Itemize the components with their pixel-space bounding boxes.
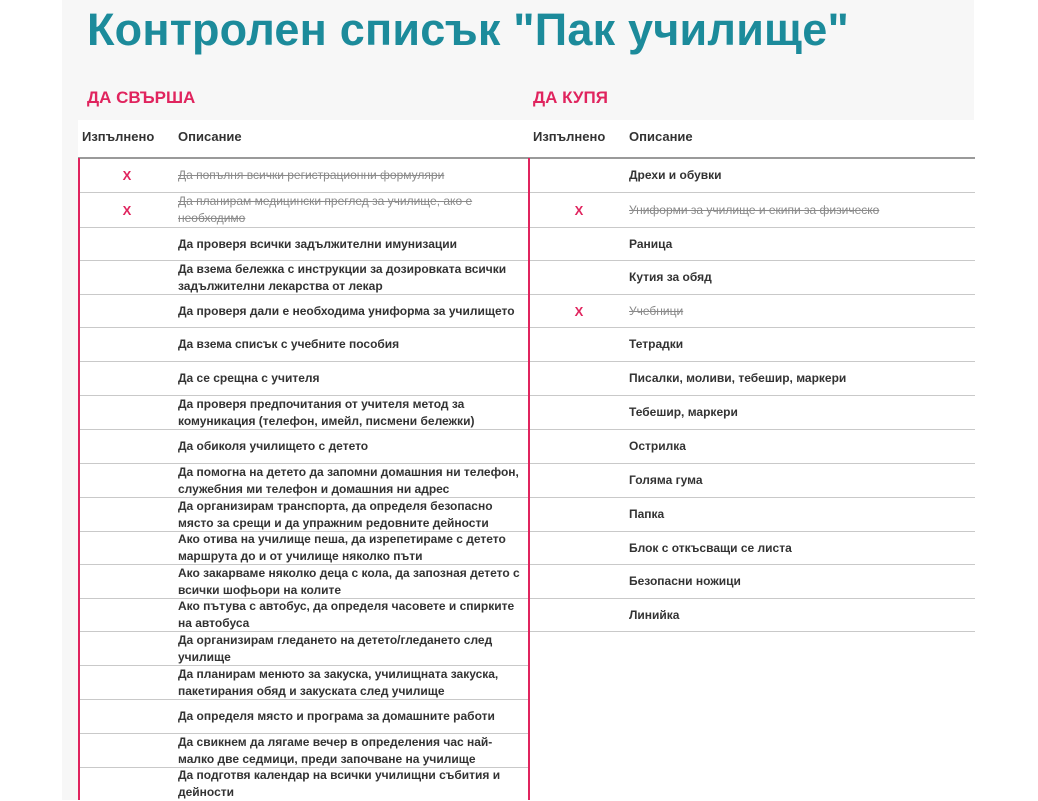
buy-row-description: Тетрадки xyxy=(629,337,684,351)
buy-row-description: Блок с откъсващи се листа xyxy=(629,540,792,555)
todo-row-done-mark xyxy=(84,599,170,631)
buy-row-done-mark xyxy=(536,228,622,260)
todo-row-done-mark xyxy=(84,228,170,260)
todo-row-done-mark: X xyxy=(122,202,132,218)
todo-row-done-mark xyxy=(84,532,170,564)
todo-row-done-mark xyxy=(84,666,170,699)
todo-row-done-mark xyxy=(84,261,170,294)
todo-row-description: Да проверя предпочитания от учителя метод за комуникация (телефон, имейл, писмени бележки) xyxy=(178,396,475,428)
todo-row-done-mark xyxy=(84,430,170,463)
todo-row-description: Да определя място и програма за домашните работи xyxy=(178,709,495,723)
buy-row-done-mark xyxy=(536,430,622,463)
buy-row-done-mark xyxy=(536,396,622,429)
buy-row-description: Острилка xyxy=(629,439,686,453)
page-title: Контролен списък "Пак училище" xyxy=(87,4,849,55)
buy-row-description: Безопасни ножици xyxy=(629,574,741,588)
todo-row-done-mark xyxy=(84,328,170,361)
todo-row-description: Да проверя дали е необходима униформа за училището xyxy=(178,303,515,318)
buy-row-description: Раница xyxy=(629,236,673,251)
todo-row-description: Да помогна на детето да запомни домашния ни телефон, служебния ми телефон и домашния ни адрес xyxy=(178,464,519,496)
buy-row-done-mark xyxy=(536,362,622,395)
todo-row-description: Да организирам гледането на детето/гледането след училище xyxy=(178,632,493,664)
todo-row-description: Да свикнем да лягаме вечер в определения час най-малко две седмици, преди започване на училище xyxy=(178,734,493,766)
todo-row-description: Да проверя всички задължителни имунизации xyxy=(178,236,458,251)
buy-row-done-mark xyxy=(536,565,622,598)
buy-row-done-mark xyxy=(536,261,622,294)
buy-col-done-header: Изпълнено xyxy=(533,129,606,144)
buy-row-done-mark xyxy=(536,498,622,531)
buy-row-description: Папка xyxy=(629,507,665,521)
todo-row-done-mark xyxy=(84,362,170,395)
todo-row-done-mark xyxy=(84,464,170,497)
todo-row-done-mark xyxy=(84,295,170,327)
todo-row-description: Да планирам менюто за закуска, училищната закуска, пакетирания обяд и закуската след училище xyxy=(178,666,499,698)
todo-row-done-mark xyxy=(84,396,170,429)
todo-row-description: Да се срещна с учителя xyxy=(178,371,320,385)
buy-row-done-mark: X xyxy=(574,202,584,218)
todo-row-done-mark xyxy=(84,700,170,733)
buy-row-description: Дрехи и обувки xyxy=(629,168,722,182)
todo-row-description: Ако отива на училище пеша, да изрепетираме с детето маршрута до и от училище няколко пъти xyxy=(178,532,506,563)
todo-left-margin-line xyxy=(78,158,80,800)
todo-row-done-mark xyxy=(84,498,170,531)
todo-row-description: Да взема бележка с инструкции за дозировката всички задължителни лекарства от лекар xyxy=(178,261,507,293)
todo-row-done-mark xyxy=(84,768,170,800)
center-margin-line xyxy=(528,158,530,800)
buy-row-done-mark xyxy=(536,464,622,497)
buy-row-done-mark xyxy=(536,599,622,631)
buy-row-done-mark xyxy=(536,328,622,361)
todo-col-done-header: Изпълнено xyxy=(82,129,155,144)
todo-row-description: Ако пътува с автобус, да определя часовете и спирките на автобуса xyxy=(178,599,515,630)
todo-row-description: Да взема списък с учебните пособия xyxy=(178,337,400,351)
buy-row-description: Кутия за обяд xyxy=(629,270,712,284)
buy-col-desc-header: Описание xyxy=(629,129,693,144)
todo-row-description: Да попълня всички регистрационни формуляри xyxy=(178,168,445,182)
buy-row-done-mark: X xyxy=(574,303,584,319)
todo-row-description: Да обиколя училището с детето xyxy=(178,439,369,453)
buy-heading: ДА КУПЯ xyxy=(533,88,608,107)
buy-row-done-mark xyxy=(536,532,622,564)
todo-row-description: Ако закарваме няколко деца с кола, да запозная детето с всички шофьори на колите xyxy=(178,565,520,597)
buy-row-description: Учебници xyxy=(629,303,684,318)
todo-row-done-mark xyxy=(84,734,170,767)
buy-row-done-mark xyxy=(536,159,622,192)
todo-row-description: Да подготвя календар на всички училищни събития и дейности xyxy=(178,768,501,799)
buy-row-description: Линийка xyxy=(629,607,680,622)
todo-row-done-mark xyxy=(84,632,170,665)
buy-row-description: Писалки, моливи, тебешир, маркери xyxy=(629,371,847,385)
todo-col-desc-header: Описание xyxy=(178,129,242,144)
buy-row-description: Тебешир, маркери xyxy=(629,405,738,419)
todo-row-description: Да организирам транспорта, да определя безопасно място за срещи и да упражним редовните дейности xyxy=(178,498,493,530)
todo-heading: ДА СВЪРША xyxy=(87,88,196,107)
todo-row-done-mark xyxy=(84,565,170,598)
todo-row-done-mark: X xyxy=(122,168,132,183)
todo-row-description: Да планирам медицински преглед за училище, ако е необходимо xyxy=(178,194,473,225)
buy-row-description: Униформи за училище и екипи за физическо xyxy=(629,202,880,217)
buy-row-divider xyxy=(530,631,975,632)
buy-row-description: Голяма гума xyxy=(629,473,703,487)
